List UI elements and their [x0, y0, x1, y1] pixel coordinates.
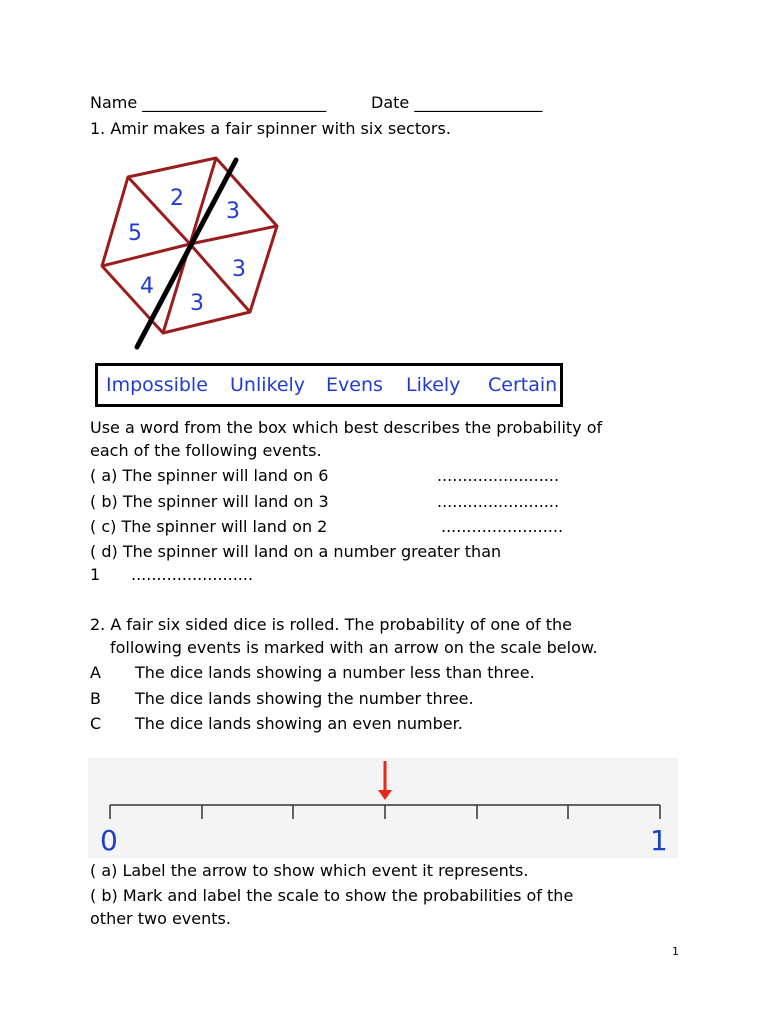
event-text-c: The dice lands showing an even number. [135, 714, 463, 733]
word-evens: Evens [326, 374, 383, 396]
word-box [95, 363, 563, 407]
red-arrow [378, 761, 392, 800]
question-2-title: 2. A fair six sided dice is rolled. The probability of one of the [90, 615, 572, 634]
event-letter-a: A [90, 663, 101, 682]
event-text-b: The dice lands showing the number three. [135, 689, 474, 708]
question-1c: ( c) The spinner will land on 2 [90, 517, 328, 536]
question-2b: ( b) Mark and label the scale to show the probabilities of the [90, 886, 574, 905]
word-certain: Certain [488, 374, 558, 396]
sector-number: 2 [170, 186, 184, 211]
sector-number: 4 [140, 274, 154, 299]
answer-blank-1a[interactable]: ........................ [437, 466, 560, 485]
sector-number: 3 [190, 291, 204, 316]
sector-number: 3 [232, 257, 246, 282]
page-number: 1 [672, 945, 679, 958]
question-1-title: 1. Amir makes a fair spinner with six sectors. [90, 119, 451, 138]
scale-label-one: 1 [650, 824, 668, 857]
question-2b-continuation: other two events. [90, 909, 231, 928]
answer-blank-1c[interactable]: ........................ [441, 517, 564, 536]
sector-number: 3 [226, 199, 240, 224]
date-field-label: Date ________________ [371, 93, 543, 112]
sector-number: 5 [128, 221, 142, 246]
question-1b: ( b) The spinner will land on 3 [90, 492, 329, 511]
word-impossible: Impossible [106, 374, 208, 396]
word-unlikely: Unlikely [230, 374, 306, 396]
instruction-line: each of the following events. [90, 441, 322, 460]
name-field-label: Name _______________________ [90, 93, 327, 112]
question-1d: ( d) The spinner will land on a number greater than [90, 542, 502, 561]
spinner-divider [190, 226, 277, 244]
spinner-diagram [95, 152, 290, 352]
probability-scale[interactable] [88, 758, 678, 858]
question-1d-continuation: 1 [90, 565, 101, 584]
answer-blank-1b[interactable]: ........................ [437, 492, 560, 511]
question-2a: ( a) Label the arrow to show which event it represents. [90, 861, 529, 880]
instruction-line: Use a word from the box which best describes the probability of [90, 418, 603, 437]
word-likely: Likely [406, 374, 461, 396]
question-1a: ( a) The spinner will land on 6 [90, 466, 329, 485]
event-letter-c: C [90, 714, 102, 733]
spinner-divider [102, 244, 190, 266]
question-2-title-continuation: following events is marked with an arrow on the scale below. [110, 638, 598, 657]
event-letter-b: B [90, 689, 101, 708]
answer-blank-1d[interactable]: ........................ [131, 565, 254, 584]
scale-label-zero: 0 [100, 824, 118, 857]
event-text-a: The dice lands showing a number less than three. [135, 663, 535, 682]
